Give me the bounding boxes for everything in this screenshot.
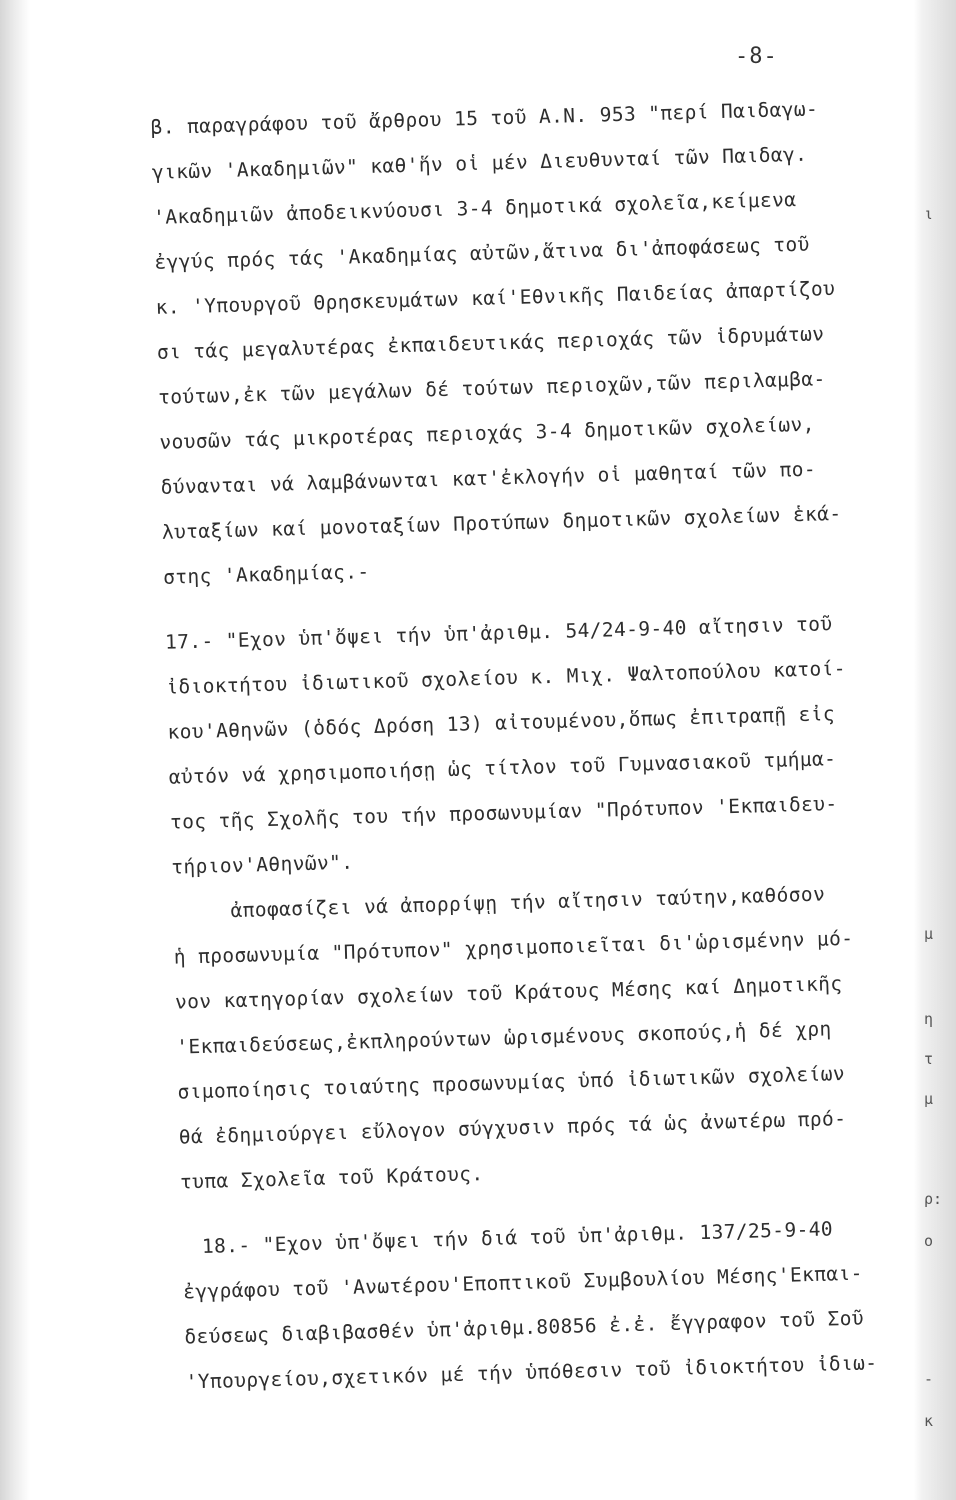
text-line: θά ἐδημιούργει εὔλογον σύγχυσιν πρός τά ὡς ἀνωτέρω πρό-: [178, 1106, 847, 1149]
text-line: 'Ακαδημιῶν ἀποδεικνύουσι 3-4 δημοτικά σχολεῖα,κείμενα: [152, 187, 797, 229]
right-margin-bleed-text: [918, 0, 948, 1500]
text-line: 'Υπουργείου,σχετικόν μέ τήν ὑπόθεσιν τοῦ ἰδιοκτήτου ἰδιω-: [185, 1351, 878, 1394]
text-line: τήριον'Αθηνῶν".: [170, 850, 354, 879]
text-line: κου'Αθηνῶν (ὁδός Δρόση 13) αἰτουμένου,ὅπως ἐπιτραπῇ εἰς: [167, 702, 836, 744]
page-number: -8-: [735, 44, 778, 69]
text-line: δεύσεως διαβιβασθέν ὑπ'ἀριθμ.80856 ἐ.ἐ. ἔγγραφον τοῦ Σοῦ: [184, 1306, 865, 1349]
text-line: αὐτόν νά χρησιμοποιήσῃ ὡς τίτλον τοῦ Γυμνασιακοῦ τμήμα-: [168, 747, 837, 789]
text-line: γικῶν 'Ακαδημιῶν" καθ'ἥν οἱ μέν Διευθυνταί τῶν Παιδαγ.: [151, 142, 808, 184]
margin-fragment: μ: [924, 925, 934, 943]
text-line: σιμοποίησις τοιαύτης προσωνυμίας ὑπό ἰδιωτικῶν σχολείων: [177, 1061, 846, 1104]
text-line: τούτων,ἐκ τῶν μεγάλων δέ τούτων περιοχῶν,τῶν περιλαμβα-: [157, 367, 826, 409]
text-line: δύνανται νά λαμβάνωνται κατ'ἐκλογήν οἱ μαθηταί τῶν πο-: [160, 457, 817, 499]
margin-fragment: η: [924, 1010, 934, 1028]
margin-fragment: ο: [924, 1232, 934, 1250]
margin-fragment: -: [924, 1370, 934, 1388]
margin-fragment: ρ:: [924, 1190, 943, 1208]
margin-fragment: μ: [924, 1090, 934, 1108]
typewritten-text-body: [150, 84, 946, 1405]
text-line: ἐγγύς πρός τάς 'Ακαδημίας αὐτῶν,ἅτινα δι'ἀποφάσεως τοῦ: [154, 232, 811, 274]
margin-fragment: τ: [924, 1050, 934, 1068]
text-line: κ. 'Υπουργοῦ Θρησκευμάτων καί'Εθνικῆς Παιδείας ἀπαρτίζου: [155, 276, 836, 319]
text-line: β. παραγράφου τοῦ ἄρθρου 15 τοῦ Α.Ν. 953 "περί Παιδαγω-: [150, 97, 819, 139]
text-line: τυπα Σχολεῖα τοῦ Κράτους.: [179, 1162, 484, 1194]
text-line: 'Εκπαιδεύσεως,ἐκπληρούντων ὡρισμένους σκοπούς,ἡ δέ χρη: [175, 1017, 832, 1059]
text-line: στης 'Ακαδημίας.-: [162, 560, 370, 589]
text-line: νουσῶν τάς μικροτέρας περιοχάς 3-4 δημοτικῶν σχολείων,: [159, 412, 816, 454]
text-line: ἐγγράφου τοῦ 'Ανωτέρου'Εποπτικοῦ Συμβουλίου Μέσης'Εκπαι-: [182, 1261, 864, 1304]
text-line: 18.- "Εχον ὑπ'ὄψει τήν διά τοῦ ὑπ'ἀριθμ. 137/25-9-40: [201, 1217, 834, 1258]
text-line: νον κατηγορίαν σχολείων τοῦ Κράτους Μέσης καί Δημοτικῆς: [174, 972, 843, 1014]
text-line: ἡ προσωνυμία "Πρότυπον" χρησιμοποιεῖται δι'ὡρισμένην μό-: [173, 926, 854, 969]
text-line: λυταξίων καί μονοταξίων Προτύπων δημοτικῶν σχολείων ἑκά-: [161, 501, 842, 544]
text-line: ἰδιοκτήτου ἰδιωτικοῦ σχολείου κ. Μιχ. Ψαλτοπούλου κατοί-: [165, 656, 847, 699]
text-line: τος τῆς Σχολῆς του τήν προσωνυμίαν "Πρότυπον 'Εκπαιδευ-: [169, 792, 838, 834]
text-line: ἀποφασίζει νά ἀπορρίψῃ τήν αἴτησιν ταύτην,καθόσον: [230, 882, 826, 923]
text-line: σι τάς μεγαλυτέρας ἐκπαιδευτικάς περιοχάς τῶν ἱδρυμάτων: [156, 322, 825, 364]
text-line: 17.- "Εχον ὑπ'ὄψει τήν ὑπ'ἀριθμ. 54/24-9-40 αἴτησιν τοῦ: [164, 612, 833, 654]
scan-shadow-left: [0, 0, 30, 1500]
margin-fragment: κ: [924, 1412, 934, 1430]
margin-fragment: ι: [924, 205, 934, 223]
